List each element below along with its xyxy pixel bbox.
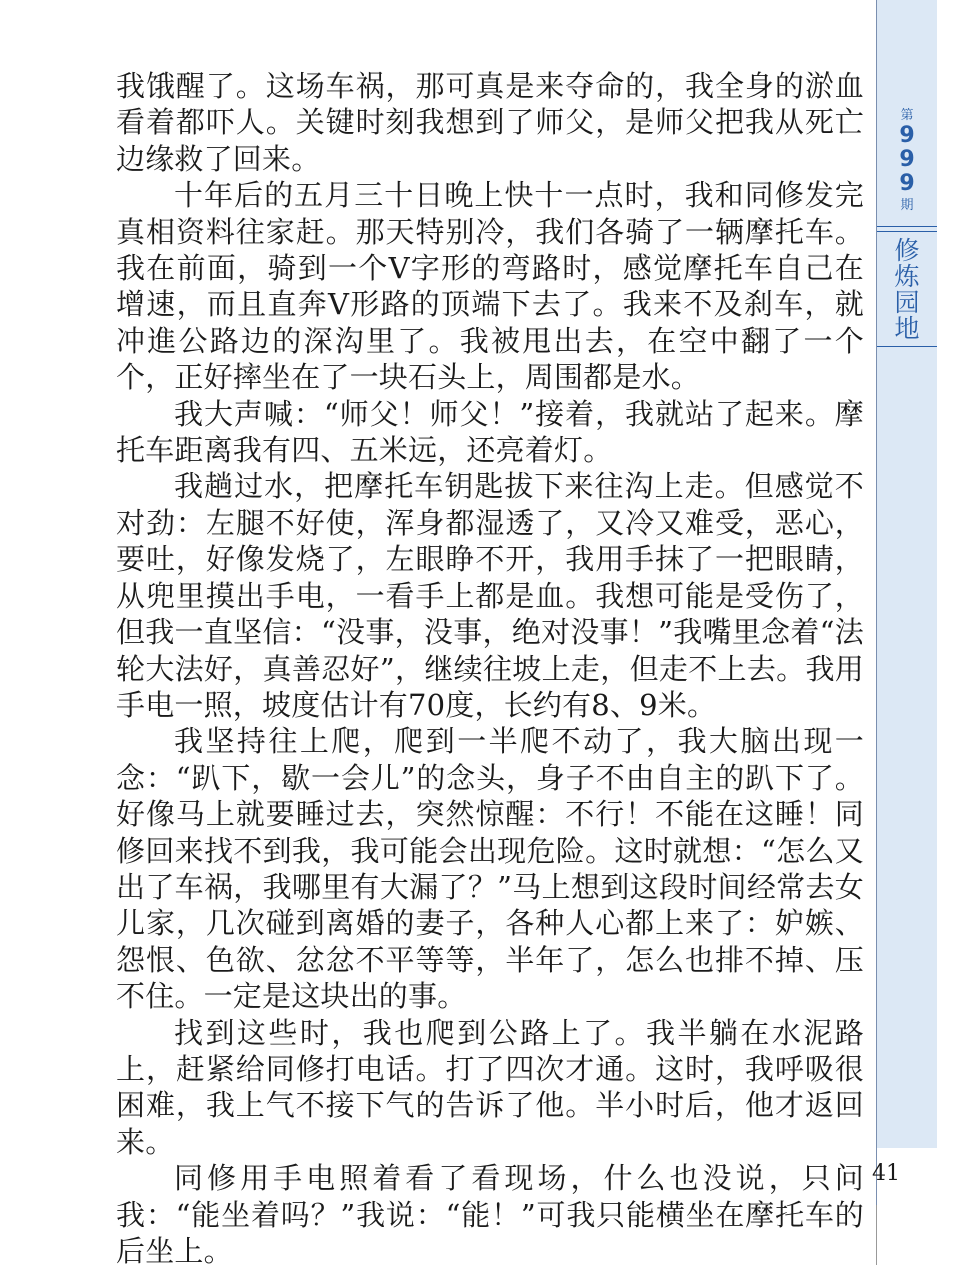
page-number: 41	[872, 1161, 900, 1186]
column-title-char: 地	[894, 314, 920, 343]
article-body	[116, 68, 864, 1269]
issue-suffix: 期	[900, 198, 914, 213]
paragraph: 十年后的五月三十日晚上快十一点时，我和同修发完真相资料往家赶。那天特别冷，我们各骑了一辆摩托车。我在前面，骑到一个V字形的弯路时，感觉摩托车自己在增速，而且直奔V形路的顶端下去了。我来不及刹车，就冲進公路边的深沟里了。我被甩出去，在空中翻了一个个，正好摔坐在了一块石头上，周围都是水。	[116, 178, 864, 395]
paragraph: 同修用手电照着看了看现场，什么也没说，只问我：“能坐着吗？”我说：“能！”可我只能横坐在摩托车的后坐上。	[116, 1161, 864, 1268]
sidebar-divider	[877, 226, 937, 227]
paragraph: 找到这些时，我也爬到公路上了。我半躺在水泥路上，赶紧给同修打电话。打了四次才通。这时，我呼吸很困难，我上气不接下气的告诉了他。半小时后，他才返回来。	[116, 1015, 864, 1159]
sidebar-rule-bottom	[876, 1205, 877, 1265]
issue-digit: 9	[899, 171, 915, 196]
column-title	[877, 238, 937, 342]
column-title-char: 园	[894, 288, 920, 317]
paragraph: 我坚持往上爬，爬到一半爬不动了，我大脑出现一念：“趴下，歇一会儿”的念头，身子不由自主的趴下了。好像马上就要睡过去，突然惊醒：不行！不能在这睡！同修回来找不到我，我可能会出现危险。这时就想：“怎么又出了车祸，我哪里有大漏了？”马上想到这段时间经常去女儿家，几次碰到离婚的妻子，各种人心都上来了：妒嫉、怨恨、色欲、忿忿不平等等，半年了，怎么也排不掉、压不住。一定是这块出的事。	[116, 724, 864, 1014]
issue-prefix: 第	[900, 108, 914, 123]
sidebar-divider	[877, 231, 937, 232]
paragraph: 我饿醒了。这场车祸，那可真是来夺命的，我全身的淤血看着都吓人。关键时刻我想到了师父，是师父把我从死亡边缘救了回来。	[116, 69, 864, 176]
issue-digit: 9	[899, 147, 915, 172]
sidebar-divider	[877, 346, 937, 347]
paragraph: 我趟过水，把摩托车钥匙拔下来往沟上走。但感觉不对劲：左腿不好使，浑身都湿透了，又冷又难受，恶心，要吐，好像发烧了，左眼睁不开，我用手抹了一把眼睛，从兜里摸出手电，一看手上都是血。我想可能是受伤了，但我一直坚信：“没事，没事，绝对没事！”我嘴里念着“法轮大法好，真善忍好”，继续往坡上走，但走不上去。我用手电一照，坡度估计有70度，长约有8、9米。	[116, 469, 864, 722]
column-title-char: 修	[894, 236, 920, 265]
issue-digit: 9	[899, 123, 915, 148]
paragraph: 我大声喊：“师父！师父！”接着，我就站了起来。摩托车距离我有四、五米远，还亮着灯。	[116, 396, 864, 468]
column-title-char: 炼	[894, 262, 920, 291]
issue-label	[877, 100, 937, 230]
